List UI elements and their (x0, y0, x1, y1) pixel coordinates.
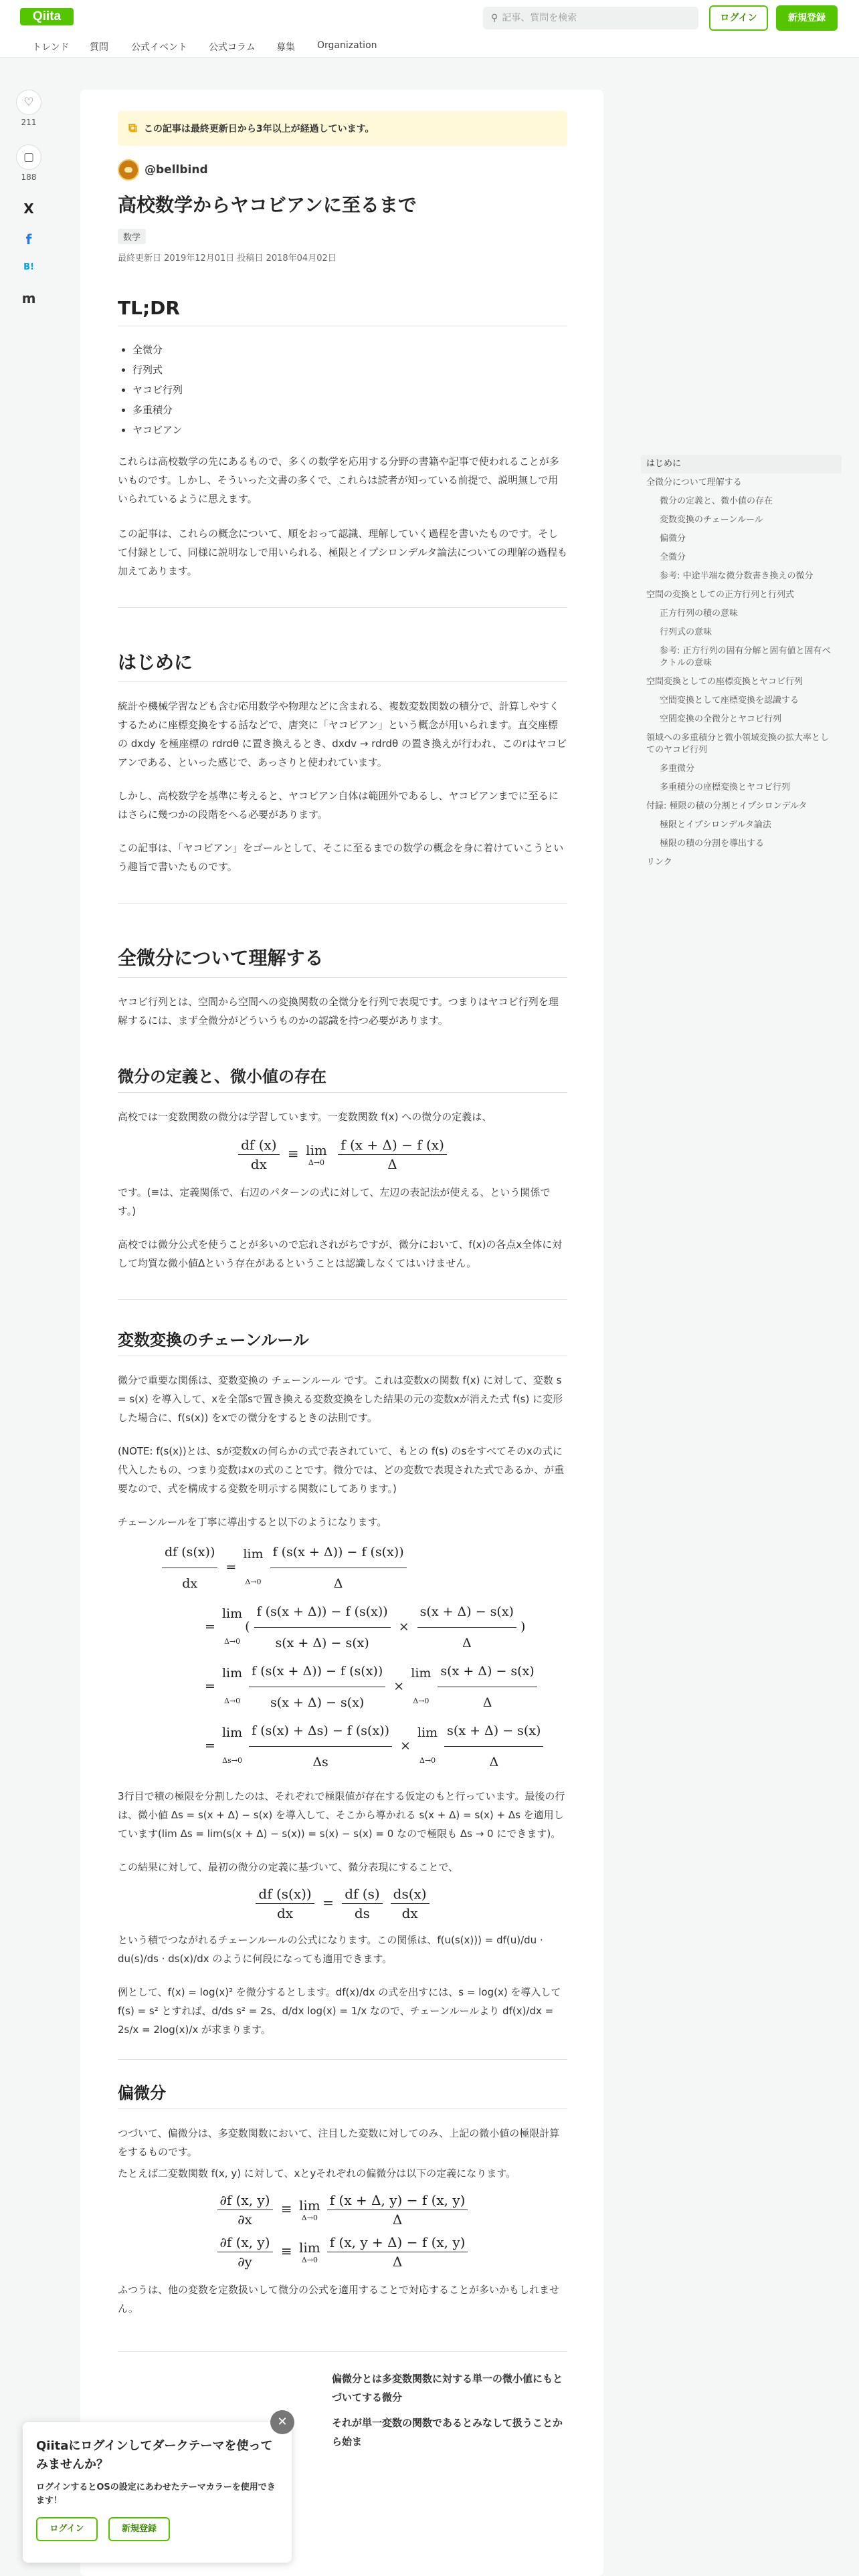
divider (118, 1299, 567, 1300)
heading-tldr: TL;DR (118, 297, 567, 326)
heading-chain-rule: 変数変換のチェーンルール (118, 1327, 567, 1356)
notice-text: この記事は最終更新日から3年以上が経過しています。 (143, 124, 375, 134)
search-icon: ⚲ (491, 13, 498, 23)
deriv-paragraph-3: 高校では微分公式を使うことが多いので忘れされがちですが、微分において、f(x)の各点x全体に対して均質な微小値Δという存在があるということは認識しなくてはいけません。 (118, 1239, 563, 1269)
toc-item[interactable]: 全微分について理解する (646, 477, 742, 488)
chain-paragraph-3: チェーンルールを丁寧に導出すると以下のようになります。 (118, 1516, 387, 1528)
stock-button[interactable] (12, 144, 45, 182)
divider (118, 2059, 567, 2060)
author-name[interactable]: @bellbind (145, 163, 208, 177)
list-item: • ヤコビアン (132, 420, 567, 440)
top-header (0, 0, 859, 36)
toc-item[interactable]: 極限とイプシロンデルタ論法 (660, 820, 771, 830)
chain-paragraph-7: 例として、f(x) = log(x)² を微分するとします。df(x)/dx の式を出すには、s = log(x) を導入して f(s) = s² とすれば、d/ds s² = 2s、d/dx log(x) = 1/x なので、チェーンルールより df(x)/dx = 2s/x = 2log(x)/x が求まります。 (118, 1986, 561, 2036)
chain-paragraph-2: (NOTE: f(s(x))とは、sが変数xの何らかの式で表されていて、もとの f(s) のsをすべてそのxの式に代入したもの、つまり変数はxの式のことです。微分では、どの変数で表現された式であるか、が重要なので、式を構成する変数を明示する関数にしてあります。) (118, 1445, 565, 1495)
stock-count: 188 (21, 173, 37, 182)
derivative-definition-formula: $\frac{df (x)}{dx}$ ≡ lim Δ→0 $\frac{f (x + \Delta) - f (x)}{\Delta}$ (118, 1137, 567, 1172)
prompt-login-button[interactable]: ログイン (36, 2517, 98, 2541)
toc-item[interactable]: 空間の変換としての正方行列と行列式 (646, 590, 795, 600)
heart-icon: ♡ (16, 90, 41, 115)
tldr-list (118, 340, 567, 440)
list-item: • 多重積分 (132, 400, 567, 420)
search-input[interactable] (483, 7, 698, 29)
toc-item[interactable]: 変数変換のチェーンルール (660, 515, 763, 525)
search-placeholder: 記事、質問を検索 (502, 13, 577, 23)
avatar[interactable] (118, 159, 139, 181)
nav-columns[interactable]: 公式コラム (209, 42, 256, 53)
deriv-paragraph-2: です。(≡は、定義関係で、右辺のパターンの式に対して、左辺の表記法が使える、という関係です。) (118, 1186, 551, 1217)
side-toc (641, 455, 842, 872)
heading-intro: はじめに (118, 648, 567, 682)
chain-paragraph-6: という積でつながれるチェーンルールの公式になります。この関係は、f(u(s(x))) = df(u)/du · du(s)/ds · ds(x)/dx のように何段になっても適用できます。 (118, 1934, 543, 1965)
toc-item[interactable]: 空間変換としての座標変換とヤコビ行列 (646, 677, 803, 687)
divider (118, 607, 567, 608)
x-share-icon[interactable]: X (23, 201, 34, 217)
article-card (80, 90, 603, 2576)
toc-item[interactable]: 正方行列の積の意味 (660, 609, 739, 619)
toc-item[interactable]: 行列式の意味 (660, 627, 712, 637)
folder-icon: ▢ (16, 144, 41, 170)
nav-organization[interactable]: Organization (317, 40, 377, 51)
partial-paragraph-1: つづいて、偏微分は、多変数関数において、注目した変数に対してのみ、上記の微小値の極限計算をするものです。 (118, 2127, 560, 2158)
article-body (118, 111, 567, 2451)
tldr-paragraph-1: これらは高校数学の先にあるもので、多くの数学を応用する分野の書籍や記事で使われることが多いものです。しかし、そういった文書の多くで、これらは読者が知っている前提で、説明無しで用いられているように思えます。 (118, 455, 559, 505)
dark-theme-prompt (23, 2422, 292, 2563)
close-icon[interactable]: ✕ (270, 2410, 294, 2434)
heading-derivative-def: 微分の定義と、微小値の存在 (118, 1063, 567, 1093)
heading-partial-derivative: 偏微分 (118, 2080, 567, 2109)
partial-x-formula: $\frac{\partial f (x, y)}{\partial x}$ ≡ lim Δ→0 $\frac{f (x + \Delta, y) - f (x, y)}{\Delta}$ (118, 2192, 567, 2228)
prompt-signup-button[interactable]: 新規登録 (108, 2517, 170, 2541)
intro-paragraph-1: 統計や機械学習なども含む応用数学や物理などに含まれる、複数変数関数の積分で、計算しやすくするために座標変換をする話などで、唐突に「ヤコビアン」という概念が用いられます。直交座標の dxdy を極座標の rdrdθ に置き換えるとき、dxdv → rdrdθ の置き換えが行われ、このrはヤコビアンである、といった感じで、あっさりと使われています。 (118, 700, 567, 768)
toc-item[interactable]: 多重積分の座標変換とヤコビ行列 (660, 782, 791, 792)
partial-paragraph-3: ふつうは、他の変数を定数扱いして微分の公式を適用することで対応することが多いかもしれません。 (118, 2284, 560, 2315)
main-nav (0, 36, 859, 58)
signup-button[interactable]: 新規登録 (776, 5, 838, 31)
toc-item[interactable]: 微分の定義と、微小値の存在 (660, 496, 773, 506)
tldr-paragraph-2: この記事は、これらの概念について、順をおって認識、理解していく過程を書いたものです。そして付録として、同様に説明なしで用いられる、極限とイプシロンデルタ論法についての理解の過程も加えてあります。 (118, 528, 568, 577)
toc-item[interactable]: 参考: 正方行列の固有分解と固有値と固有ベクトルの意味 (660, 646, 831, 668)
toc-item[interactable]: 偏微分 (660, 534, 686, 544)
article-title: 高校数学からヤコビアンに至るまで (118, 194, 417, 216)
toc-item[interactable]: リンク (646, 857, 672, 867)
chain-paragraph-4: 3行目で積の極限を分割したのは、それぞれで極限値が存在する仮定のもと行っています。最後の行は、微小値 Δs = s(x + Δ) − s(x) を導入して、そこから導かれる s(x + Δ) = s(x) + Δs を適用しています(lim Δs = lim(s(x + Δ) − s(x)) = s(x) − s(x) = 0 なので極限も Δs → 0 にできます)。 (118, 1790, 565, 1840)
hatena-share-icon[interactable]: B! (23, 262, 34, 272)
partial-paragraph-4: 偏微分とは多変数関数に対する単一の微小値にもとづいてする微分 (332, 2373, 563, 2403)
nav-questions[interactable]: 質問 (90, 42, 108, 53)
tag-math[interactable]: 数学 (118, 229, 146, 244)
intro-paragraph-3: この記事は、「ヤコビアン」をゴールとして、そこに至るまでの数学の概念を身に着けていこうという趣旨で書いたものです。 (118, 842, 564, 873)
more-share-icon[interactable]: m (21, 290, 36, 306)
toc-item[interactable]: 極限の積の分割を導出する (660, 839, 765, 849)
list-item: • 全微分 (132, 340, 567, 360)
prompt-title: Qiitaにログインしてダークテーマを使ってみませんか？ (36, 2439, 273, 2472)
like-button[interactable] (12, 90, 45, 127)
article-dates: 最終更新日 2019年12月01日 投稿日 2018年04月02日 (118, 253, 337, 263)
toc-item[interactable]: 空間変換の全微分とヤコビ行列 (660, 714, 782, 724)
toc-item[interactable]: 多重微分 (660, 764, 695, 774)
stale-notice (118, 111, 567, 146)
partial-y-formula: $\frac{\partial f (x, y)}{\partial y}$ ≡ lim Δ→0 $\frac{f (x, y + \Delta) - f (x, y)}{\Delta}$ (118, 2234, 567, 2270)
deriv-paragraph-1: 高校では一変数関数の微分は学習しています。一変数関数 f(x) への微分の定義は、 (118, 1111, 492, 1123)
intro-paragraph-2: しかし、高校数学を基準に考えると、ヤコビアン自体は範囲外であるし、ヤコビアンまでに至るにはさらに幾つかの段階をへる必要があります。 (118, 790, 559, 821)
toc-item[interactable]: 領域への多重積分と微小領域変換の拡大率としてのヤコビ行列 (646, 733, 830, 755)
divider (118, 2351, 567, 2352)
heading-total-derivative: 全微分について理解する (118, 944, 567, 978)
chain-paragraph-1: 微分で重要な関係は、変数変換の チェーンルール です。これは変数xの関数 f(x) に対して、変数 s = s(x) を導入して、xを全部sで置き換える変数変換をした結果の元の変数xが消えた式 f(s) に変形した場合に、f(s(x)) をxでの微分をするときの法則です。 (118, 1374, 563, 1424)
chain-paragraph-5: この結果に対して、最初の微分の定義に基づいて、微分表現にすることで、 (118, 1861, 459, 1873)
facebook-share-icon[interactable]: f (25, 231, 32, 247)
partial-paragraph-2: たとえば二変数関数 f(x, y) に対して、xとyそれぞれの偏微分は以下の定義になります。 (118, 2167, 516, 2179)
chain-rule-formula: $\frac{df (s(x))}{dx}$ = $\frac{df (s)}{ds}$ $\frac{ds(x)}{dx}$ (118, 1886, 567, 1921)
nav-trend[interactable]: トレンド (32, 42, 70, 53)
toc-item[interactable]: はじめに (641, 455, 842, 473)
list-item: • 行列式 (132, 360, 567, 380)
like-count: 211 (21, 118, 37, 127)
nav-recruit[interactable]: 募集 (276, 42, 295, 53)
list-item: • ヤコビ行列 (132, 380, 567, 400)
toc-item[interactable]: 空間変換として座標変換を認識する (660, 695, 799, 706)
chain-derivation-formula: $\frac{df (s(x))}{dx}$ = lim Δ→0 $\frac{f (s(x + \Delta)) - f (s(x))}{\Delta}$ = lim Δ→0 ( $\frac{f (s(x + \Delta)) - f (s(x))}{s(x + \Delta) - s(x)}$ × $\frac{s(x + \Delta) - s(x)}{\Delta}$ ) = lim Δ→0 $\frac{f (s(x + \Delta)) - f (s(x))}{s(x + \Delta) - s(x)}$ × lim Δ→0 $\frac{s(x + \Delta) - s(x)}{\Delta}$ = lim Δs→0 $\frac{f (s(x) + \Delta s) - f (s(x))}{\Delta s}$ × lim Δ→0 $\frac{s(x + \Delta) - s(x)}{\Delta}$ (118, 1538, 567, 1776)
total-paragraph: ヤコビ行列とは、空間から空間への変換関数の全微分を行列で表現です。つまりはヤコビ行列を理解するには、まず全微分がどういうものかの認識を持つ必要があります。 (118, 996, 559, 1027)
toc-item[interactable]: 参考: 中途半端な微分数書き換えの微分 (660, 571, 814, 581)
author[interactable] (118, 159, 567, 181)
partial-paragraph-5: それが単一変数の関数であるとみなして扱うことから始ま (332, 2417, 563, 2448)
qiita-logo[interactable]: Qiita (20, 8, 74, 25)
toc-item[interactable]: 全微分 (660, 552, 686, 562)
prompt-desc: ログインするとOSの設定にあわせたテーマカラーを使用できます！ (36, 2482, 276, 2506)
calendar-icon: ⧉ (128, 121, 137, 135)
toc-item[interactable]: 付録: 極限の積の分割とイプシロンデルタ (646, 801, 807, 811)
nav-events[interactable]: 公式イベント (131, 42, 187, 53)
login-button[interactable]: ログイン (709, 5, 768, 31)
